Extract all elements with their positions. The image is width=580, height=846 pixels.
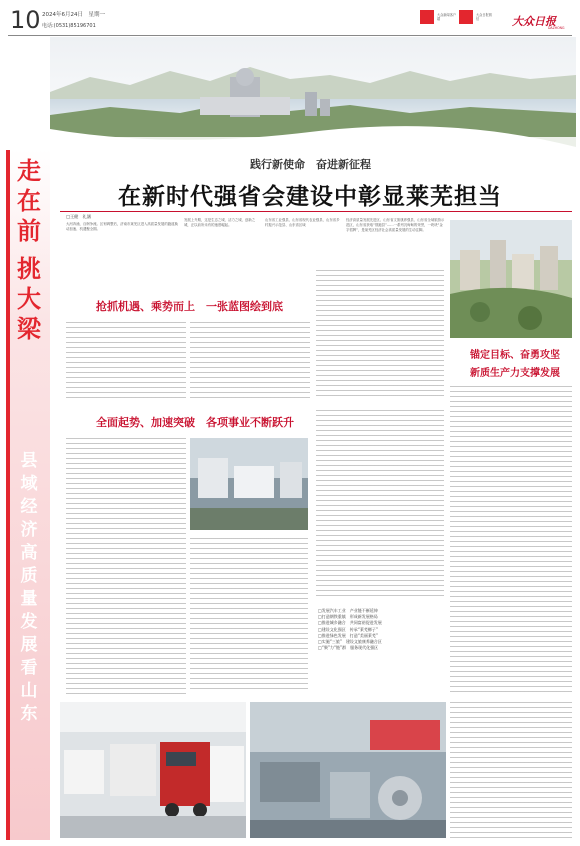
city-photo bbox=[450, 220, 572, 338]
qr-code-icon[interactable] bbox=[459, 10, 473, 24]
masthead-sub: DAZHONG bbox=[548, 26, 565, 30]
section-2-body bbox=[316, 410, 444, 600]
factory-photo bbox=[190, 438, 308, 530]
bottom-photo-factory bbox=[250, 702, 446, 838]
qr-code-icon[interactable] bbox=[420, 10, 434, 24]
list-item: □打造钢铁重镇 形成新发展格局 bbox=[318, 614, 378, 620]
page-title: 在新时代强省会建设中彰显莱芜担当 bbox=[118, 183, 502, 210]
side-banner bbox=[6, 150, 50, 840]
banner-line-1: 走在前 bbox=[17, 157, 41, 245]
bottom-photo-trucks bbox=[60, 702, 246, 838]
page-header bbox=[0, 0, 580, 40]
header-rule bbox=[8, 35, 572, 36]
list-item: □“聚”力“链”群 服务现代化强区 bbox=[318, 645, 379, 651]
banner-line-3: 县域经济高质量发展看山东 bbox=[20, 451, 38, 724]
quote-list bbox=[318, 608, 444, 651]
section-3-body bbox=[450, 702, 572, 838]
section-heading-2: 全面起势、加速突破 各项事业不断跃升 bbox=[96, 416, 294, 429]
section-3-body bbox=[450, 386, 572, 694]
list-item: □推进城乡融合 共同富裕促进发展 bbox=[318, 620, 382, 626]
list-item: □推进绿色发展 打造“美丽莱芜” bbox=[318, 632, 378, 638]
qr-caption-wechat: 大众日报微信 bbox=[476, 13, 492, 21]
headline-rule bbox=[60, 211, 572, 212]
banner-line-2: 挑大梁 bbox=[17, 255, 41, 343]
section-1-body bbox=[316, 270, 444, 400]
section-1-body bbox=[66, 322, 186, 400]
header-date: 2024年6月24日 星期一 bbox=[42, 12, 105, 18]
section-heading-3b: 新质生产力支撑发展 bbox=[470, 368, 560, 379]
page-number: 10 bbox=[10, 6, 41, 34]
headline-kicker: 践行新使命 奋进新征程 bbox=[250, 158, 371, 171]
masthead-logo: 大众日报 bbox=[512, 15, 556, 28]
section-heading-1: 抢抓机遇、乘势而上 一张蓝图绘到底 bbox=[96, 300, 283, 313]
list-item: □发展汽车工业 产业链不断延伸 bbox=[318, 608, 378, 613]
intro-block-1: 大河奔涌，百舸争流。区划调整后，济南市莱芜区进入高质量发展的跑道换动加速、机遇聚全期。 bbox=[66, 222, 178, 232]
panorama-photo bbox=[50, 37, 576, 167]
section-heading-3a: 锚定目标、奋勇攻坚 bbox=[470, 350, 560, 361]
byline: □王健 礼涵 bbox=[66, 214, 91, 219]
list-item: □建设文化强区 传承“莱芜梆子” bbox=[318, 626, 378, 632]
intro-block-2: 发展上升期，这是生态之城、活力之城、创新之城，正以前所未有的速度崛起。 bbox=[184, 218, 256, 228]
section-2-body bbox=[190, 538, 308, 692]
side-accent-bar bbox=[6, 150, 10, 840]
section-1-body bbox=[190, 322, 310, 400]
qr-caption-client: 大众新闻客户端 bbox=[437, 13, 457, 21]
intro-block-4: 经济高质量发展先进区、山东省文旅康养强县、山东省全域旅游示范区，山东省获取“领跑县”……一系列沉甸甸的荣誉，一块块“金字招牌”，是莱芜区经济社会高质量发展的生动注脚。 bbox=[346, 218, 445, 233]
header-phone: 电话:(0531)85196701 bbox=[42, 23, 96, 29]
section-2-body bbox=[66, 438, 186, 694]
intro-block-3: 山东省工业强县、山东省现代农业强县、山东省乡村振兴示范县、山东省区域 bbox=[265, 218, 340, 228]
list-item: □实施“三旅” 建设文旅康养融合区 bbox=[318, 639, 382, 645]
